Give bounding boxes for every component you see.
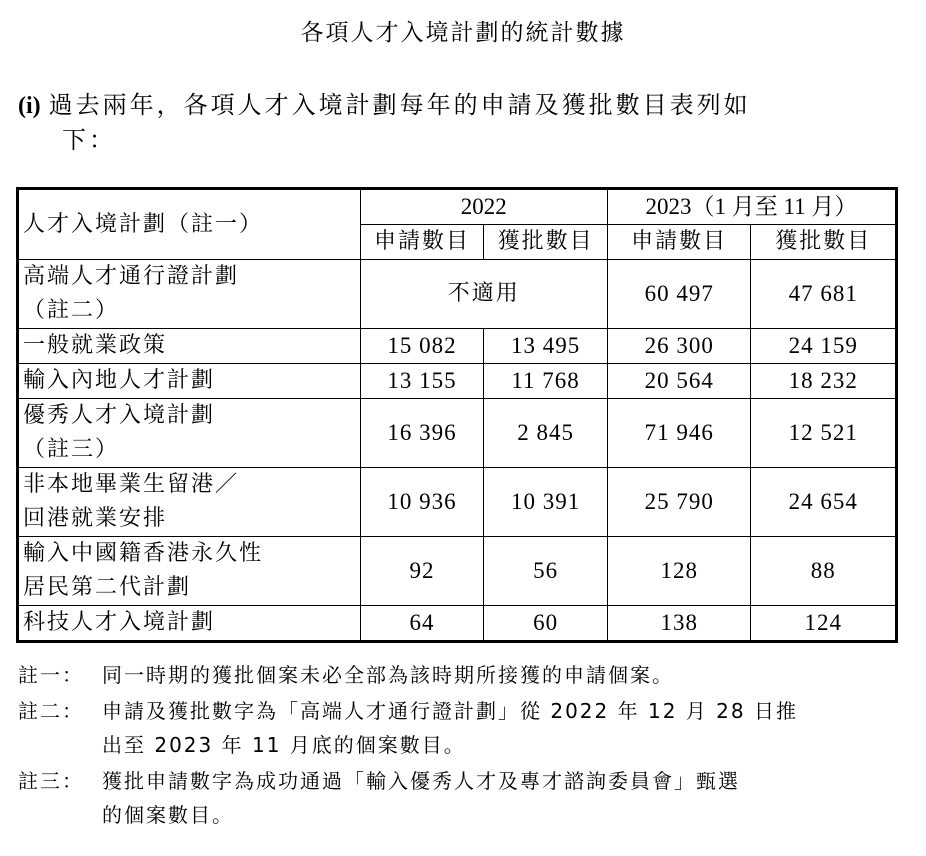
row-label: 優秀人才入境計劃 （註三） [18, 399, 361, 468]
cell-approve-2023: 18 232 [751, 364, 897, 399]
year-2022-header: 2022 [360, 189, 607, 225]
not-applicable-cell: 不適用 [360, 260, 607, 329]
page-title: 各項人才入境計劃的統計數據 [300, 20, 626, 46]
table-row [18, 329, 897, 364]
table-header-row [18, 189, 897, 225]
row-label: 輸入中國籍香港永久性 居民第二代計劃 [18, 537, 361, 606]
footnote [18, 694, 898, 762]
cell-apply-2022: 16 396 [360, 399, 484, 468]
row-label: 高端人才通行證計劃 （註二） [18, 260, 361, 329]
row-label: 一般就業政策 [18, 329, 361, 364]
table-row [18, 260, 897, 329]
year-2023-header: 2023（1 月至 11 月） [607, 189, 896, 225]
cell-apply-2022: 92 [360, 537, 484, 606]
cell-approve-2022: 56 [484, 537, 608, 606]
row-label: 非本地畢業生留港／ 回港就業安排 [18, 468, 361, 537]
footnote-label: 註一： [18, 663, 84, 687]
cell-approve-2023: 124 [751, 606, 897, 642]
cell-approve-2022: 2 845 [484, 399, 608, 468]
table-row [18, 606, 897, 642]
cell-approve-2023: 24 654 [751, 468, 897, 537]
cell-apply-2023: 138 [607, 606, 751, 642]
cell-approve-2022: 10 391 [484, 468, 608, 537]
intro-text-line2: 下： [62, 126, 116, 154]
cell-approve-2023: 88 [751, 537, 897, 606]
table-row [18, 364, 897, 399]
footnote-text: 申請及獲批數字為「高端人才通行證計劃」從 2022 年 12 月 28 日推 出至 2023 年 11 月底的個案數目。 [102, 699, 798, 757]
cell-apply-2022: 13 155 [360, 364, 484, 399]
col-approve-2023: 獲批數目 [751, 225, 897, 260]
footnote [18, 764, 898, 832]
table-row [18, 468, 897, 537]
row-label: 輸入內地人才計劃 [18, 364, 361, 399]
cell-approve-2022: 11 768 [484, 364, 608, 399]
table-row [18, 399, 897, 468]
cell-apply-2023: 71 946 [607, 399, 751, 468]
cell-apply-2022: 64 [360, 606, 484, 642]
cell-approve-2022: 13 495 [484, 329, 608, 364]
stats-table [16, 187, 898, 643]
cell-apply-2022: 15 082 [360, 329, 484, 364]
col-apply-2023: 申請數目 [607, 225, 751, 260]
cell-apply-2022: 10 936 [360, 468, 484, 537]
cell-approve-2023: 12 521 [751, 399, 897, 468]
footnote [18, 658, 898, 692]
intro-paragraph [18, 88, 898, 157]
footnote-label: 註三： [18, 769, 84, 793]
cell-approve-2023: 47 681 [751, 260, 897, 329]
row-label: 科技人才入境計劃 [18, 606, 361, 642]
footnote-text: 同一時期的獲批個案未必全部為該時期所接獲的申請個案。 [102, 663, 674, 687]
col-approve-2022: 獲批數目 [484, 225, 608, 260]
cell-apply-2023: 26 300 [607, 329, 751, 364]
cell-apply-2023: 20 564 [607, 364, 751, 399]
table-row [18, 537, 897, 606]
cell-approve-2022: 60 [484, 606, 608, 642]
footnotes [18, 658, 898, 834]
intro-text-line1: 過去兩年，各項人才入境計劃每年的申請及獲批數目表列如 [48, 91, 751, 119]
cell-apply-2023: 60 497 [607, 260, 751, 329]
col-apply-2022: 申請數目 [360, 225, 484, 260]
footnote-label: 註二： [18, 699, 84, 723]
footnote-text: 獲批申請數字為成功通過「輸入優秀人才及專才諮詢委員會」甄選 的個案數目。 [102, 769, 740, 827]
cell-apply-2023: 25 790 [607, 468, 751, 537]
corner-header: 人才入境計劃（註一） [18, 189, 361, 260]
cell-apply-2023: 128 [607, 537, 751, 606]
cell-approve-2023: 24 159 [751, 329, 897, 364]
intro-number: (i) [18, 93, 41, 119]
